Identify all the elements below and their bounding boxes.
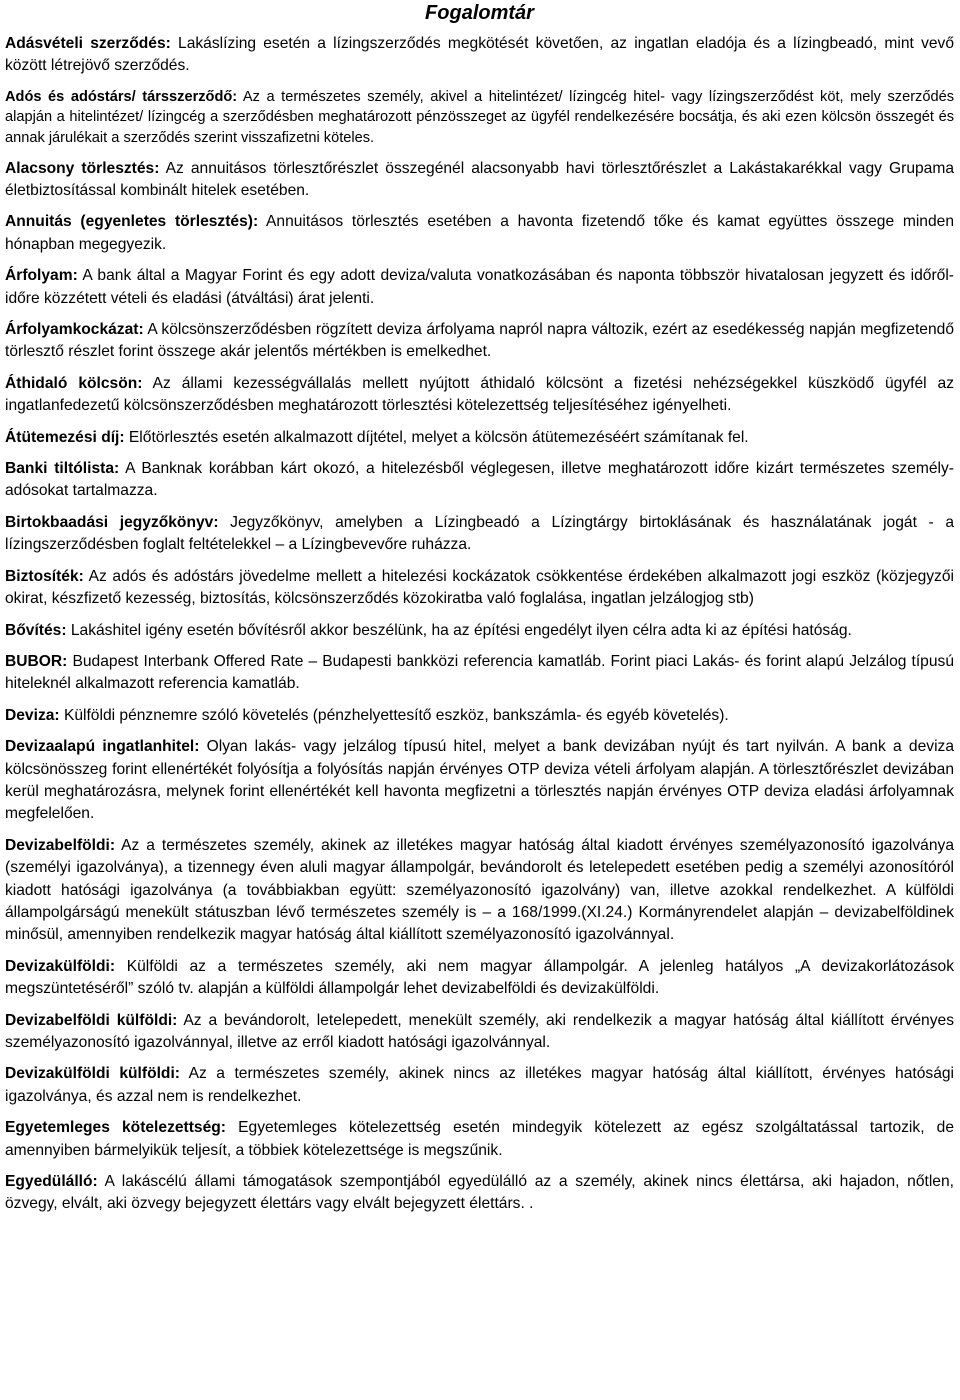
glossary-entry (5, 736, 954, 826)
glossary-entry (5, 373, 954, 418)
glossary-definition: Az a bevándorolt, letelepedett, menekült személy, aki rendelkezik a magyar hatóság által kiállított érvényes személyazonosító igazolvánnyal, illetve az erről kiadott hatósági igazolvánnyal. (5, 1011, 955, 1051)
page-title: Fogalomtár (425, 2, 534, 24)
glossary-entry (5, 566, 954, 611)
glossary-definition: Az adós és adóstárs jövedelme mellett a hitelezési kockázatok csökkentése érdekében alkalmazott jogi eszköz (közjegyzői okirat, készfizető kezesség, biztosítás, kölcsönszerződés közokiratba való foglalása, ingatlan jelzálogjog stb) (5, 567, 954, 608)
glossary-term: Bővítés: (5, 621, 67, 639)
glossary-definition: A bank által a Magyar Forint és egy adott deviza/valuta vonatkozásában és naponta többször hivatalosan jegyzett és időről-időre közzétett vételi és eladási (átváltási) árat jelenti. (5, 267, 954, 307)
glossary-term: Áthidaló kölcsön: (5, 374, 143, 392)
glossary-term: Egyedülálló: (5, 1173, 98, 1191)
glossary-term: Devizaalapú ingatlanhitel: (5, 738, 200, 756)
glossary-definition: Olyan lakás- vagy jelzálog típusú hitel, melyet a bank devizában nyújt és tart nyilván. A bank a deviza kölcsönösszeg forint ellenértékét folyósítja a folyósítás napján érvényes OTP deviza vételi árfolyam alapján. A törlesztőrészlet devizában kerül meghatározásra, melynek forint ellenértékét kell havonta megfizetni a törlesztés napján érvényes OTP deviza eladási árfolyamnak megfelelően. (5, 738, 954, 823)
glossary-term: Devizabelföldi külföldi: (5, 1011, 178, 1029)
glossary-definition: Lakáslízing esetén a lízingszerződés megkötését követően, az ingatlan eladója és a lízingbeadó, mint vevő között létrejövő szerződés. (5, 35, 955, 75)
glossary-term: Egyetemleges kötelezettség: (5, 1119, 226, 1137)
glossary-term: Alacsony törlesztés: (5, 159, 160, 177)
glossary-entry (5, 1063, 954, 1108)
glossary-definition: Jegyzőkönyv, amelyben a Lízingbeadó a Lízingtárgy birtoklásának és használatának jogát - a lízingszerződésben foglalt feltételekkel – a Lízingbevevőre ruházza. (5, 513, 954, 554)
glossary-entry (5, 87, 954, 149)
glossary-term: BUBOR: (5, 652, 68, 670)
glossary-term: Annuitás (egyenletes törlesztés): (5, 213, 259, 231)
glossary-definition: A kölcsönszerződésben rögzített deviza árfolyama napról napra változik, ezért az esedékesség napján megfizetendő törlesztő részlet forint összege akár jelentős mértékben is emelkedhet. (5, 321, 954, 361)
glossary-term: Adós és adóstárs/ társszerződő: (5, 88, 238, 105)
glossary-entry (5, 620, 954, 642)
glossary-definition: A Banknak korábban kárt okozó, a hitelezésből véglegesen, illetve meghatározott időre kizárt természetes személy-adósokat tartalmazza. (5, 460, 954, 500)
glossary-entry (5, 1117, 954, 1162)
glossary-term: Biztosíték: (5, 567, 84, 585)
glossary-entry (5, 33, 954, 78)
glossary-term: Átütemezési díj: (5, 428, 125, 446)
glossary-term: Banki tiltólista: (5, 460, 120, 478)
glossary-entry (5, 427, 954, 449)
glossary-definition: Budapest Interbank Offered Rate – Budapesti bankközi referencia kamatláb. Forint piaci Lakás- és forint alapú Jelzálog típusú hiteleknél alkalmazott referencia kamatláb. (5, 652, 954, 693)
glossary-term: Devizabelföldi: (5, 836, 116, 854)
glossary-term: Adásvételi szerződés: (5, 35, 171, 52)
glossary-entry (5, 319, 954, 364)
glossary-entry (5, 458, 954, 503)
glossary-entry (5, 1171, 954, 1216)
glossary-definition: Külföldi az a természetes személy, aki nem magyar állampolgár. A jelenleg hatályos „A devizakorlátozások megszüntetéséről” szóló tv. alapján a külföldi állampolgár lehet devizabelföldi és devizakülföldi. (5, 957, 954, 998)
glossary-entry (5, 956, 954, 1001)
glossary-term: Devizakülföldi: (5, 957, 116, 975)
glossary-entry (5, 651, 954, 696)
glossary-term: Deviza: (5, 706, 60, 724)
glossary-entry (5, 835, 954, 947)
glossary-definition: Az annuitásos törlesztőrészlet összegénél alacsonyabb havi törlesztőrészlet a Lakástakarékkal vagy Grupama életbiztosítással kombinált hitelek esetében. (5, 159, 954, 199)
glossary-definition: Külföldi pénznemre szóló követelés (pénzhelyettesítő eszköz, bankszámla- és egyéb követelés). (59, 706, 729, 724)
glossary-definition: Annuitásos törlesztés esetében a havonta fizetendő tőke és kamat együttes összege minden hónapban megegyezik. (5, 213, 954, 253)
glossary-definition: A lakáscélú állami támogatások szempontjából egyedülálló az a személy, akinek nincs élettársa, aki hajadon, nőtlen, özvegy, elvált, aki özvegy bejegyzett élettárs vagy elvált bejegyzett élettárs. . (5, 1173, 954, 1213)
glossary-definition: Lakáshitel igény esetén bővítésről akkor beszélünk, ha az építési engedélyt ilyen célra adta ki az építési hatóság. (66, 621, 852, 639)
glossary-entry (5, 158, 954, 203)
glossary-term: Árfolyamkockázat: (5, 321, 144, 339)
glossary-entry (5, 705, 954, 727)
glossary-entry (5, 211, 954, 256)
glossary-entry (5, 512, 954, 557)
glossary-entry (5, 265, 954, 310)
glossary-term: Devizakülföldi külföldi: (5, 1065, 180, 1083)
glossary-term: Árfolyam: (5, 267, 78, 285)
glossary-definition: Előtörlesztés esetén alkalmazott díjtétel, melyet a kölcsön átütemezéséért számítanak fel. (124, 428, 749, 446)
glossary-term: Birtokbaadási jegyzőkönyv: (5, 513, 219, 531)
glossary-definition: Az a természetes személy, akinek nincs az illetékes magyar hatóság által kiállított, érvényes hatósági igazolványa, és azzal nem is rendelkezhet. (5, 1065, 955, 1105)
glossary-definition: Az állami kezességvállalás mellett nyújtott áthidaló kölcsönt a fizetési nehézségekkel küszködő ügyfél az ingatlanfedezetű kölcsönszerződésben meghatározott törlesztési kötelezettség teljesítéséhez igényelheti. (5, 374, 955, 415)
glossary-list (5, 33, 954, 1216)
glossary-entry (5, 1010, 954, 1055)
glossary-definition: Az a természetes személy, akivel a hitelintézet/ lízingcég hitel- vagy lízingszerződést köt, mely szerződés alapján a hitelintézet/ lízingcég a szerződésben meghatározott pénzösszeget az ügyfél rendelkezésére bocsátja, és aki ezen kölcsön összegét és annak járulékait a szerződés szerint visszafizetni köteles. (5, 88, 955, 146)
glossary-definition: Egyetemleges kötelezettség esetén mindegyik kötelezett az egész szolgáltatással tartozik, de amennyiben bármelyikük teljesít, a többiek kötelezettsége is megszűnik. (5, 1119, 954, 1159)
glossary-definition: Az a természetes személy, akinek az illetékes magyar hatóság által kiadott érvényes személyazonosító igazolványa (személyi igazolványa), a tizennegy éven aluli magyar állampolgár, bevándorolt és letelepedett esetében pedig a személyi azonosítóról kiadott hatósági igazolványa (a továbbiakban együtt: személyazonosító igazolvány) van, illetve azokkal rendelkezhet. A külföldi állampolgárságú menekült státuszban lévő természetes személy is – a 168/1999.(XI.24.) Kormányrendelet alapján – devizabelföldinek minősül, amennyiben rendelkezik magyar hatóság által kiállított személyazonosító igazolvánnyal. (5, 836, 954, 944)
